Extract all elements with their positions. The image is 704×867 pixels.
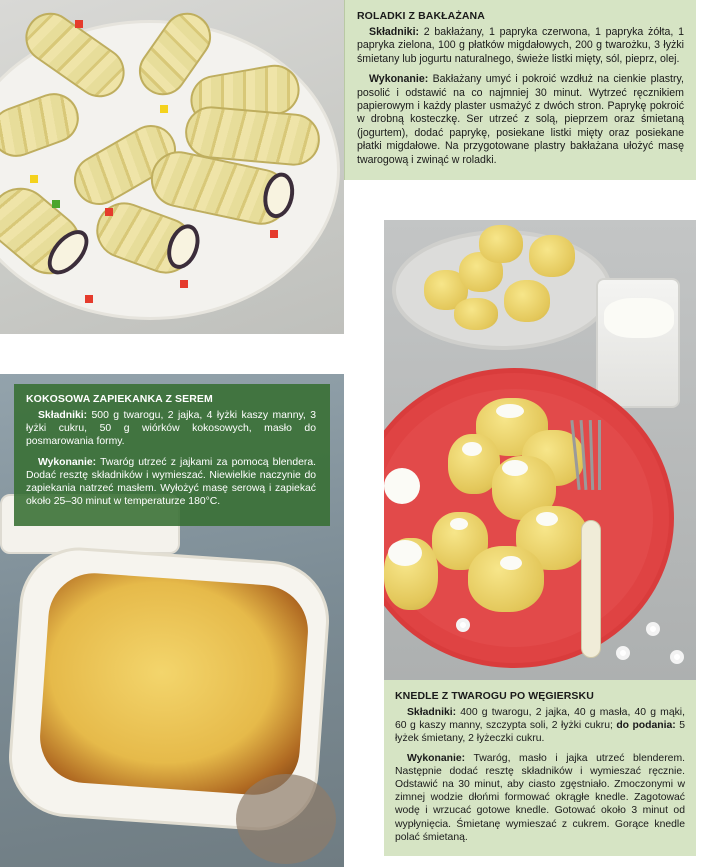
recipe-title: KOKOSOWA ZAPIEKANKA Z SEREM xyxy=(26,393,213,405)
dumpling xyxy=(479,225,523,263)
recipe-title: KNEDLE Z TWAROGU PO WĘGIERSKU xyxy=(395,690,594,702)
cheese-dumplings-photo xyxy=(384,220,696,680)
ingredients-label: Składniki: xyxy=(369,26,420,38)
daisy-flower xyxy=(646,622,660,636)
fork-tine xyxy=(598,420,601,490)
method-label: Wykonanie: xyxy=(38,456,97,468)
daisy-flower xyxy=(670,650,684,664)
pepper-piece xyxy=(105,208,113,216)
pepper-piece xyxy=(270,230,278,238)
recipe-title: ROLADKI Z BAKŁAŻANA xyxy=(357,10,485,22)
cream-topping xyxy=(388,540,422,566)
ingredients-text: 2 bakłażany, 1 papryka czerwona, 1 papryka żółta, 1 papryka zielona, 100 g płatków migdałowych, 200 g twarożku, 3 łyżki śmietany lub jogurtu naturalnego, świeże listki mięty, sól, pieprz, olej. xyxy=(357,26,684,65)
daisy-flower xyxy=(616,646,630,660)
sour-cream xyxy=(604,298,674,338)
ingredients-paragraph xyxy=(357,26,684,66)
pepper-piece xyxy=(180,280,188,288)
method-text: Bakłażany umyć i pokroić wzdłuż na cienkie plastry, posolić i odstawić na co najmniej 30 minut. Wytrzeć ręcznikiem papierowym i każdy plaster usmażyć z dwóch stron. Paprykę pokroić w drobną kosteczkę. Ser utrzeć z solą, pieprzem oraz śmietaną (jogurtem), dodać paprykę, posiekane listki mięty oraz posiekane płatki migdałowe. Na przygotowane plastry bakłażana ułożyć masę twarogową i zwinąć w roladki. xyxy=(357,73,684,166)
casserole xyxy=(37,570,311,798)
pepper-piece xyxy=(75,20,83,28)
fork-handle xyxy=(581,520,601,658)
recipe-coconut-casserole xyxy=(14,384,330,526)
recipe-cheese-dumplings xyxy=(384,680,696,856)
cream-topping xyxy=(384,468,420,504)
method-text: Twaróg, masło i jajka utrzeć blenderem. Następnie dodać resztę składników i wymieszać ręcznie. Odstawić na 30 minut, aby ciasto zgęstniało. Zmoczonymi w zimnej wodzie dłońmi formować okrągłe knedle. Zagotować wodę i wrzucać gotowe knedle. Gotować około 3 minut od wypłynięcia. Śmietanę wymieszać z cukrem. Gorące knedle polać śmietaną. xyxy=(395,752,685,843)
serving-label: do podania: xyxy=(612,720,676,732)
eggplant-rolls-photo xyxy=(0,0,344,334)
dumpling xyxy=(529,235,575,277)
wooden-board xyxy=(236,774,336,864)
method-paragraph xyxy=(26,456,316,509)
cream-topping xyxy=(502,460,528,476)
ingredients-paragraph xyxy=(26,409,316,449)
method-paragraph xyxy=(357,73,684,167)
pepper-piece xyxy=(85,295,93,303)
dumpling xyxy=(504,280,550,322)
cream-topping xyxy=(450,518,468,530)
method-text: Twaróg utrzeć z jajkami za pomocą blendera. Dodać resztę składników i wymieszać. Niewielkie naczynie do zapiekania natrzeć masłem. Wyłożyć masę serową i zapiekać około 25–30 minut w temperaturze 180°C. xyxy=(26,456,316,508)
ingredients-label: Składniki: xyxy=(38,410,88,421)
pepper-piece xyxy=(160,105,168,113)
pepper-piece xyxy=(30,175,38,183)
cream-jar xyxy=(596,278,680,408)
method-label: Wykonanie: xyxy=(407,752,466,764)
serving-text: 5 łyżek śmietany, 2 łyżeczki cukru. xyxy=(395,720,685,745)
ingredients-paragraph xyxy=(395,706,685,746)
ingredients-text: 500 g twarogu, 2 jajka, 4 łyżki kaszy manny, 3 łyżki cukru, 50 g wiórków kokosowych, masło do posmarowania formy. xyxy=(26,410,316,448)
daisy-flower xyxy=(456,618,470,632)
ingredients-label: Składniki: xyxy=(407,707,457,718)
cream-topping xyxy=(500,556,522,570)
recipe-eggplant-rolls xyxy=(344,0,696,180)
method-label: Wykonanie: xyxy=(369,73,429,86)
ingredients-text: 400 g twarogu, 2 jajka, 40 g masła, 40 g mąki, 60 g kaszy manny, szczypta soli, 2 łyżki cukru; xyxy=(395,707,685,732)
cream-topping xyxy=(496,404,524,418)
method-paragraph xyxy=(395,752,685,844)
pepper-piece xyxy=(52,200,60,208)
cream-topping xyxy=(462,442,482,456)
dumpling xyxy=(454,298,498,330)
cream-topping xyxy=(536,512,558,526)
